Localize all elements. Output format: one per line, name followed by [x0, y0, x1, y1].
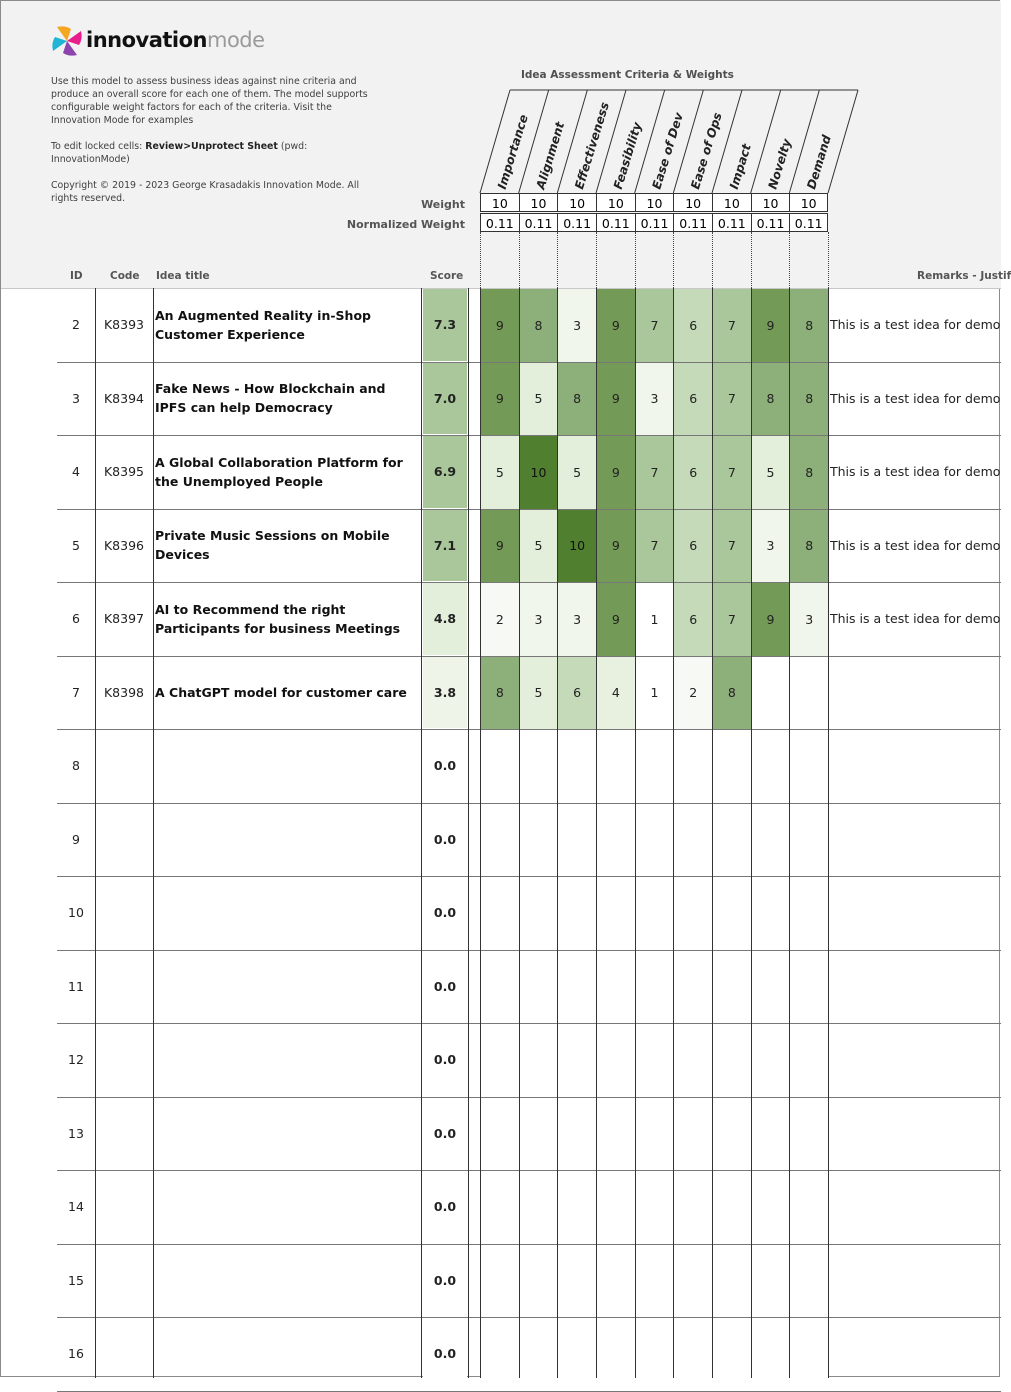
criteria-score-cell[interactable]: [597, 730, 635, 803]
criteria-score-cell[interactable]: [481, 804, 519, 877]
column-divider: [468, 288, 469, 1378]
edit-prefix: To edit locked cells:: [51, 141, 146, 152]
idea-score: 4.8: [423, 583, 467, 655]
column-divider: [153, 288, 154, 1378]
remark-cell[interactable]: [830, 876, 1001, 950]
idea-code[interactable]: [95, 1244, 153, 1318]
idea-title[interactable]: [153, 1244, 421, 1318]
column-guide: [828, 232, 829, 288]
criteria-score-cell[interactable]: [636, 877, 674, 950]
criteria-score-cell[interactable]: [713, 1098, 751, 1171]
criteria-score-cell[interactable]: [790, 1318, 828, 1391]
criteria-score-cell[interactable]: 3: [790, 583, 828, 656]
column-header-code: Code: [110, 270, 140, 282]
row-divider: [57, 1391, 1001, 1392]
idea-score: 0.0: [423, 877, 467, 949]
row-id: 12: [68, 1052, 84, 1068]
column-guide: [596, 232, 597, 288]
remark-cell[interactable]: This is a test idea for demo: [830, 390, 1001, 406]
idea-title[interactable]: A Global Collaboration Platform for the Unemployed People: [155, 454, 403, 489]
weight-cell[interactable]: 10: [480, 193, 519, 212]
criteria-score-cell[interactable]: 2: [481, 583, 519, 656]
idea-title[interactable]: [153, 729, 421, 803]
criteria-header-4: Ease of Dev: [649, 110, 687, 191]
criteria-score-cell[interactable]: [636, 1171, 674, 1244]
criteria-score-cell[interactable]: [520, 1245, 558, 1318]
criteria-score-cell[interactable]: [558, 877, 596, 950]
column-guide: [635, 232, 636, 288]
criteria-score-cell[interactable]: [790, 804, 828, 877]
criteria-header-3: Feasibility: [610, 120, 645, 191]
criteria-score-cell[interactable]: 9: [597, 289, 635, 362]
idea-score: 3.8: [423, 657, 467, 729]
criteria-header-5: Ease of Ops: [688, 110, 725, 191]
criteria-score-cell[interactable]: [636, 1098, 674, 1171]
criteria-score-cell[interactable]: [790, 1098, 828, 1171]
criteria-score-cell[interactable]: [520, 877, 558, 950]
intro-text: [51, 75, 381, 205]
idea-score: 0.0: [423, 1024, 467, 1096]
normalized-weight-cell: 0.11: [519, 213, 558, 232]
criteria-score-cell[interactable]: 3: [752, 510, 790, 583]
criteria-score-cell[interactable]: [713, 1318, 751, 1391]
criteria-score-cell[interactable]: 9: [481, 289, 519, 362]
criteria-header-8: Demand: [804, 133, 834, 191]
idea-title[interactable]: [153, 1317, 421, 1391]
row-id: 9: [72, 831, 80, 847]
row-id: 6: [72, 611, 80, 627]
criteria-score-cell[interactable]: [636, 1318, 674, 1391]
idea-code[interactable]: [95, 950, 153, 1024]
criteria-header-2: Effectiveness: [572, 100, 612, 191]
weight-cell[interactable]: 10: [673, 193, 712, 212]
weight-label: Weight: [421, 198, 465, 211]
criteria-score-cell[interactable]: 6: [674, 363, 712, 436]
criteria-score-cell[interactable]: [558, 804, 596, 877]
criteria-score-cell[interactable]: [558, 1171, 596, 1244]
criteria-title: Idea Assessment Criteria & Weights: [521, 69, 734, 81]
criteria-score-cell[interactable]: 8: [713, 657, 751, 730]
criteria-score-cell[interactable]: [752, 1171, 790, 1244]
row-id: 8: [72, 758, 80, 774]
criteria-score-cell[interactable]: 10: [520, 436, 558, 509]
criteria-score-cell[interactable]: 8: [790, 363, 828, 436]
criteria-score-cell[interactable]: 5: [558, 436, 596, 509]
idea-score: 0.0: [423, 1098, 467, 1170]
column-header-remarks: Remarks - Justif: [917, 270, 1011, 282]
normalized-weight-cell: 0.11: [635, 213, 674, 232]
criteria-score-cell[interactable]: [558, 1318, 596, 1391]
criteria-score-cell[interactable]: [790, 1171, 828, 1244]
row-id: 4: [72, 464, 80, 480]
criteria-score-cell[interactable]: [713, 877, 751, 950]
remark-cell[interactable]: This is a test idea for demo: [830, 464, 1001, 480]
criteria-score-cell[interactable]: [558, 951, 596, 1024]
criteria-score-cell[interactable]: [674, 1024, 712, 1097]
description: Use this model to assess business ideas against nine criteria and produce an overall score for each one of them. The model supports configurable weight factors for each of the criteria. Visit the Innovation Mode for examples: [51, 76, 368, 126]
remark-cell[interactable]: [830, 656, 1001, 730]
criteria-score-cell[interactable]: 9: [752, 583, 790, 656]
criteria-score-cell[interactable]: [558, 730, 596, 803]
criteria-score-cell[interactable]: [713, 1171, 751, 1244]
weight-cell[interactable]: 10: [557, 193, 596, 212]
logo-brand-bold: innovation: [86, 28, 207, 52]
criteria-score-cell[interactable]: [752, 657, 790, 730]
criteria-score-cell[interactable]: 8: [481, 657, 519, 730]
column-guide: [712, 232, 713, 288]
column-divider: [828, 288, 829, 1378]
criteria-score-cell[interactable]: 3: [558, 289, 596, 362]
remark-cell[interactable]: [830, 729, 1001, 803]
weight-cell[interactable]: 10: [596, 193, 635, 212]
weight-cell[interactable]: 10: [751, 193, 790, 212]
criteria-score-cell[interactable]: [752, 1024, 790, 1097]
criteria-score-cell[interactable]: 3: [636, 363, 674, 436]
criteria-score-cell[interactable]: 2: [674, 657, 712, 730]
criteria-score-cell[interactable]: [481, 1318, 519, 1391]
criteria-score-cell[interactable]: [558, 1245, 596, 1318]
criteria-score-cell[interactable]: [752, 877, 790, 950]
criteria-score-cell[interactable]: 9: [752, 289, 790, 362]
criteria-score-cell[interactable]: [636, 951, 674, 1024]
criteria-score-cell[interactable]: 9: [597, 583, 635, 656]
weight-cell[interactable]: 10: [712, 193, 751, 212]
remark-cell[interactable]: [830, 1170, 1001, 1244]
criteria-score-cell[interactable]: 4: [597, 657, 635, 730]
remark-cell[interactable]: This is a test idea for demo: [830, 317, 1001, 333]
criteria-score-cell[interactable]: 9: [597, 436, 635, 509]
column-guide: [751, 232, 752, 288]
normalized-weight-cell: 0.11: [596, 213, 635, 232]
idea-code[interactable]: K8397: [103, 611, 144, 627]
criteria-score-cell[interactable]: [597, 1318, 635, 1391]
logo-brand-light: mode: [207, 28, 265, 52]
criteria-score-cell[interactable]: [790, 1245, 828, 1318]
column-header-title: Idea title: [156, 270, 210, 282]
idea-code[interactable]: [95, 1023, 153, 1097]
innovation-mode-logo-icon: [51, 25, 83, 57]
logo-text: [86, 28, 265, 52]
column-divider: [712, 288, 713, 1378]
column-divider: [480, 288, 481, 1378]
criteria-score-cell[interactable]: [520, 951, 558, 1024]
column-header-score: Score: [430, 270, 464, 282]
normalized-weight-cell: 0.11: [557, 213, 596, 232]
criteria-score-cell[interactable]: 7: [713, 363, 751, 436]
idea-title[interactable]: [153, 876, 421, 950]
row-id: 2: [72, 317, 80, 333]
idea-code[interactable]: [95, 876, 153, 950]
normalized-weight-cell: 0.11: [712, 213, 751, 232]
remark-cell[interactable]: [830, 950, 1001, 1024]
idea-title[interactable]: A ChatGPT model for customer care: [155, 684, 407, 700]
header-area: [1, 1, 1011, 289]
criteria-score-cell[interactable]: 8: [790, 510, 828, 583]
edit-instructions: [51, 140, 381, 166]
idea-title[interactable]: AI to Recommend the right Participants for business Meetings: [155, 601, 401, 636]
column-divider: [673, 288, 674, 1378]
row-id: 10: [68, 905, 84, 921]
criteria-score-cell[interactable]: 6: [558, 657, 596, 730]
remark-cell[interactable]: [830, 803, 1001, 877]
criteria-score-cell[interactable]: [481, 1171, 519, 1244]
criteria-score-cell[interactable]: [713, 730, 751, 803]
row-id: 5: [72, 537, 80, 553]
criteria-score-cell[interactable]: 7: [713, 436, 751, 509]
criteria-score-cell[interactable]: [790, 1024, 828, 1097]
idea-score: 0.0: [423, 1245, 467, 1317]
criteria-score-cell[interactable]: [752, 1245, 790, 1318]
idea-score: 7.1: [423, 510, 467, 582]
criteria-score-cell[interactable]: 3: [558, 583, 596, 656]
criteria-score-cell[interactable]: [520, 1318, 558, 1391]
criteria-score-cell[interactable]: [752, 1098, 790, 1171]
row-id: 11: [68, 978, 84, 994]
idea-score: 6.9: [423, 436, 467, 508]
criteria-header-6: Impact: [726, 142, 754, 191]
criteria-score-cell[interactable]: [674, 1098, 712, 1171]
criteria-header-0: Importance: [494, 112, 531, 191]
column-divider: [557, 288, 558, 1378]
criteria-score-cell[interactable]: [790, 657, 828, 730]
criteria-score-cell[interactable]: 8: [520, 289, 558, 362]
idea-code[interactable]: K8396: [103, 537, 144, 553]
criteria-score-cell[interactable]: [713, 951, 751, 1024]
criteria-score-cell[interactable]: 9: [597, 363, 635, 436]
criteria-score-cell[interactable]: 5: [520, 363, 558, 436]
row-id: 16: [68, 1346, 84, 1362]
criteria-score-cell[interactable]: [520, 1098, 558, 1171]
criteria-score-cell[interactable]: [597, 877, 635, 950]
copyright: Copyright © 2019 - 2023 George Krasadakis Innovation Mode. All rights reserved.: [51, 180, 360, 204]
idea-score: 0.0: [423, 730, 467, 802]
idea-title[interactable]: [153, 1170, 421, 1244]
criteria-score-cell[interactable]: 9: [481, 510, 519, 583]
criteria-score-cell[interactable]: [713, 1245, 751, 1318]
criteria-score-cell[interactable]: 5: [520, 510, 558, 583]
criteria-header-7: Novelty: [765, 137, 795, 191]
column-divider: [95, 288, 96, 1378]
criteria-score-cell[interactable]: [674, 804, 712, 877]
remark-cell[interactable]: [830, 1097, 1001, 1171]
criteria-score-cell[interactable]: [481, 1098, 519, 1171]
criteria-score-cell[interactable]: 8: [790, 289, 828, 362]
criteria-score-cell[interactable]: [597, 1245, 635, 1318]
criteria-score-cell[interactable]: [636, 1024, 674, 1097]
criteria-score-cell[interactable]: [752, 730, 790, 803]
idea-title[interactable]: An Augmented Reality in-Shop Customer Experience: [155, 307, 371, 342]
criteria-score-cell[interactable]: 1: [636, 583, 674, 656]
idea-score: 0.0: [423, 804, 467, 876]
criteria-score-cell[interactable]: [481, 1245, 519, 1318]
criteria-score-cell[interactable]: [481, 877, 519, 950]
edit-suffix: (pwd: InnovationMode): [51, 141, 308, 165]
criteria-score-cell[interactable]: 6: [674, 289, 712, 362]
criteria-score-cell[interactable]: 9: [597, 510, 635, 583]
normalized-weight-cell: 0.11: [789, 213, 828, 232]
criteria-score-cell[interactable]: 6: [674, 436, 712, 509]
criteria-score-cell[interactable]: [713, 1024, 751, 1097]
criteria-score-cell[interactable]: [636, 730, 674, 803]
idea-code[interactable]: [95, 1317, 153, 1391]
criteria-score-cell[interactable]: 5: [520, 657, 558, 730]
criteria-score-cell[interactable]: [636, 804, 674, 877]
remark-cell[interactable]: [830, 1023, 1001, 1097]
idea-title[interactable]: [153, 1023, 421, 1097]
criteria-score-cell[interactable]: [674, 951, 712, 1024]
criteria-score-cell[interactable]: [558, 1098, 596, 1171]
remark-cell[interactable]: This is a test idea for demo: [830, 537, 1001, 553]
column-guide: [673, 232, 674, 288]
idea-title[interactable]: [153, 950, 421, 1024]
idea-title[interactable]: [153, 803, 421, 877]
criteria-score-cell[interactable]: 5: [481, 436, 519, 509]
criteria-score-cell[interactable]: 8: [790, 436, 828, 509]
weight-cell[interactable]: 10: [519, 193, 558, 212]
criteria-score-cell[interactable]: [597, 804, 635, 877]
column-divider: [751, 288, 752, 1378]
column-divider: [789, 288, 790, 1378]
idea-score: 0.0: [423, 1171, 467, 1243]
column-divider: [635, 288, 636, 1378]
criteria-score-cell[interactable]: [481, 1024, 519, 1097]
criteria-score-cell[interactable]: [752, 1318, 790, 1391]
criteria-score-cell[interactable]: [520, 730, 558, 803]
idea-code[interactable]: K8394: [103, 390, 144, 406]
idea-score: 0.0: [423, 1318, 467, 1390]
criteria-score-cell[interactable]: 10: [558, 510, 596, 583]
criteria-score-cell[interactable]: [674, 1171, 712, 1244]
idea-code[interactable]: [95, 1097, 153, 1171]
column-divider: [421, 288, 422, 1378]
criteria-score-cell[interactable]: [674, 877, 712, 950]
criteria-headers: [471, 81, 871, 196]
criteria-score-cell[interactable]: [481, 730, 519, 803]
weight-cell[interactable]: 10: [635, 193, 674, 212]
idea-score: 7.3: [423, 289, 467, 361]
criteria-score-cell[interactable]: [674, 730, 712, 803]
idea-code[interactable]: K8398: [103, 684, 144, 700]
criteria-score-cell[interactable]: 5: [752, 436, 790, 509]
idea-code[interactable]: K8393: [103, 317, 144, 333]
row-id: 14: [68, 1199, 84, 1215]
idea-title[interactable]: [153, 1097, 421, 1171]
column-guide: [789, 232, 790, 288]
criteria-score-cell[interactable]: [790, 877, 828, 950]
criteria-score-cell[interactable]: [597, 1098, 635, 1171]
criteria-score-cell[interactable]: 6: [674, 510, 712, 583]
criteria-score-cell[interactable]: [636, 1245, 674, 1318]
criteria-score-cell[interactable]: 1: [636, 657, 674, 730]
criteria-score-cell[interactable]: 7: [713, 510, 751, 583]
column-guide: [480, 232, 481, 288]
column-divider: [519, 288, 520, 1378]
criteria-score-cell[interactable]: [520, 1024, 558, 1097]
criteria-score-cell[interactable]: 9: [481, 363, 519, 436]
criteria-header-1: Alignment: [533, 120, 568, 191]
criteria-score-cell[interactable]: [674, 1318, 712, 1391]
row-id: 13: [68, 1125, 84, 1141]
criteria-score-cell[interactable]: 7: [713, 583, 751, 656]
normalized-weight-cell: 0.11: [673, 213, 712, 232]
edit-path: Review>Unprotect Sheet: [145, 141, 278, 152]
criteria-score-cell[interactable]: 7: [713, 289, 751, 362]
remark-cell[interactable]: [830, 1317, 1001, 1391]
idea-code[interactable]: [95, 1170, 153, 1244]
criteria-score-cell[interactable]: [597, 1171, 635, 1244]
idea-code[interactable]: [95, 803, 153, 877]
column-guide: [519, 232, 520, 288]
criteria-score-cell[interactable]: [520, 804, 558, 877]
criteria-score-cell[interactable]: 6: [674, 583, 712, 656]
criteria-score-cell[interactable]: [481, 951, 519, 1024]
normalized-weight-label: Normalized Weight: [346, 218, 465, 231]
criteria-score-cell[interactable]: 8: [752, 363, 790, 436]
criteria-score-cell[interactable]: 7: [636, 510, 674, 583]
idea-title[interactable]: Fake News - How Blockchain and IPFS can help Democracy: [155, 381, 386, 416]
column-header-id: ID: [70, 270, 83, 282]
criteria-score-cell[interactable]: [752, 804, 790, 877]
criteria-score-cell[interactable]: 7: [636, 289, 674, 362]
criteria-score-cell[interactable]: 7: [636, 436, 674, 509]
criteria-score-cell[interactable]: [597, 951, 635, 1024]
row-id: 15: [68, 1272, 84, 1288]
weight-cell[interactable]: 10: [789, 193, 828, 212]
column-divider: [596, 288, 597, 1378]
criteria-score-cell[interactable]: [520, 1171, 558, 1244]
criteria-score-cell[interactable]: 8: [558, 363, 596, 436]
row-id: 3: [72, 390, 80, 406]
criteria-score-cell[interactable]: [558, 1024, 596, 1097]
idea-score: 0.0: [423, 951, 467, 1023]
remark-cell[interactable]: [830, 1244, 1001, 1318]
column-guide: [557, 232, 558, 288]
normalized-weight-cell: 0.11: [751, 213, 790, 232]
criteria-score-cell[interactable]: 3: [520, 583, 558, 656]
idea-code[interactable]: [95, 729, 153, 803]
idea-title[interactable]: Private Music Sessions on Mobile Devices: [155, 528, 390, 563]
idea-code[interactable]: K8395: [103, 464, 144, 480]
criteria-score-cell[interactable]: [790, 730, 828, 803]
idea-score: 7.0: [423, 363, 467, 435]
normalized-weight-cell: 0.11: [480, 213, 519, 232]
criteria-score-cell[interactable]: [713, 804, 751, 877]
remark-cell[interactable]: This is a test idea for demo: [830, 611, 1001, 627]
criteria-score-cell[interactable]: [597, 1024, 635, 1097]
criteria-score-cell[interactable]: [674, 1245, 712, 1318]
criteria-score-cell[interactable]: [752, 951, 790, 1024]
row-id: 7: [72, 684, 80, 700]
criteria-score-cell[interactable]: [790, 951, 828, 1024]
